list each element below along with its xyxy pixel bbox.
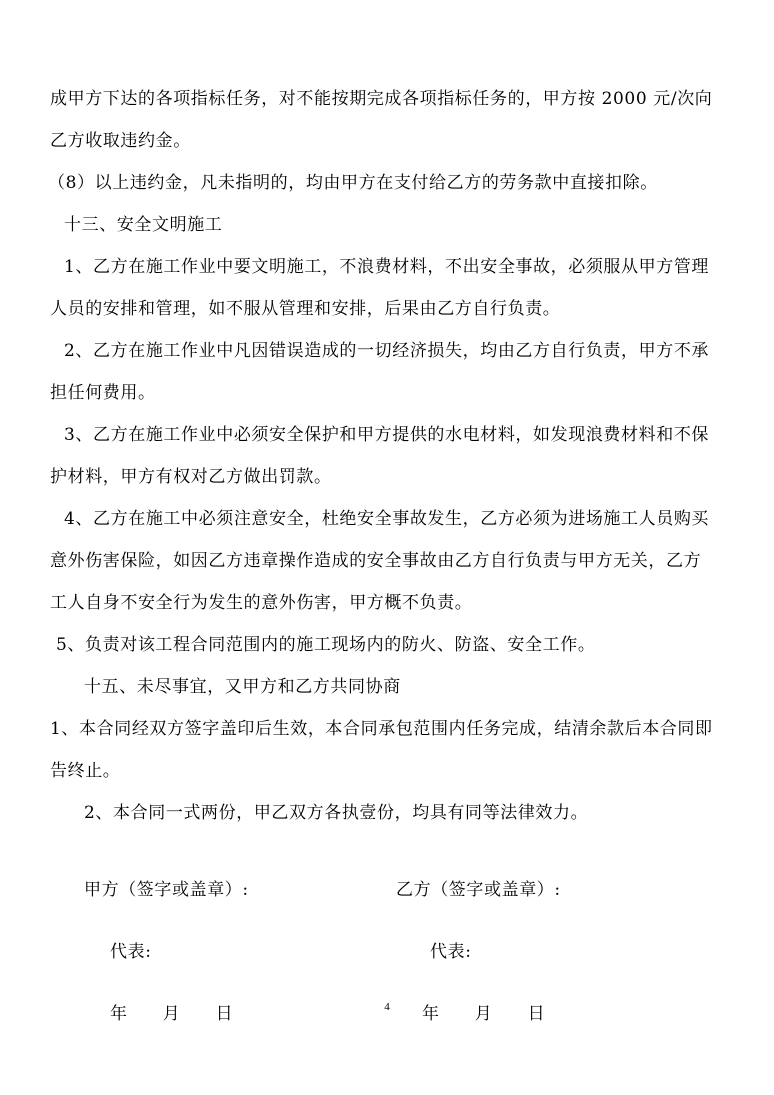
clause-13-3: 3、乙方在施工作业中必须安全保护和甲方提供的水电材料，如发现浪费材料和不保: [64, 425, 710, 445]
body-line: 人员的安排和管理，如不服从管理和安排，后果由乙方自行负责。: [50, 299, 561, 319]
clause-15-2: 2、本合同一式两份，甲乙双方各执壹份，均具有同等法律效力。: [84, 803, 589, 823]
body-line: 意外伤害保险，如因乙方违章操作造成的安全事故由乙方自行负责与甲方无关，乙方: [50, 551, 702, 571]
clause-13-4: 4、乙方在施工中必须注意安全，杜绝安全事故发生，乙方必须为进场施工人员购买: [64, 509, 710, 529]
body-line: 护材料，甲方有权对乙方做出罚款。: [50, 467, 332, 487]
party-b-representative-label: 代表:: [430, 942, 472, 962]
clause-8: （8）以上违约金，凡未指明的，均由甲方在支付给乙方的劳务款中直接扣除。: [48, 173, 658, 193]
body-line: 乙方收取违约金。: [50, 131, 191, 151]
section-heading-13: 十三、安全文明施工: [64, 215, 223, 235]
clause-13-5: 5、负责对该工程合同范围内的施工现场内的防火、防盗、安全工作。: [56, 635, 596, 655]
party-a-signature-label: 甲方（签字或盖章）:: [84, 880, 249, 900]
party-a-date-label: 年 月 日: [110, 1004, 234, 1024]
page-number: 4: [384, 1001, 390, 1013]
body-line: 成甲方下达的各项指标任务，对不能按期完成各项指标任务的，甲方按 2000 元/次向: [50, 89, 713, 109]
clause-13-1: 1、乙方在施工作业中要文明施工，不浪费材料，不出安全事故，必须服从甲方管理: [64, 257, 710, 277]
body-line: 告终止。: [50, 761, 121, 781]
body-line: 工人自身不安全行为发生的意外伤害，甲方概不负责。: [50, 593, 473, 613]
party-a-representative-label: 代表:: [110, 942, 152, 962]
section-heading-15: 十五、未尽事宜，又甲方和乙方共同协商: [84, 677, 401, 697]
body-line: 担任何费用。: [50, 383, 156, 403]
party-b-signature-label: 乙方（签字或盖章）:: [396, 880, 561, 900]
clause-13-2: 2、乙方在施工作业中凡因错误造成的一切经济损失，均由乙方自行负责，甲方不承: [64, 341, 710, 361]
clause-15-1: 1、本合同经双方签字盖印后生效，本合同承包范围内任务完成，结清余款后本合同即: [50, 719, 713, 739]
party-b-date-label: 年 月 日: [422, 1004, 546, 1024]
